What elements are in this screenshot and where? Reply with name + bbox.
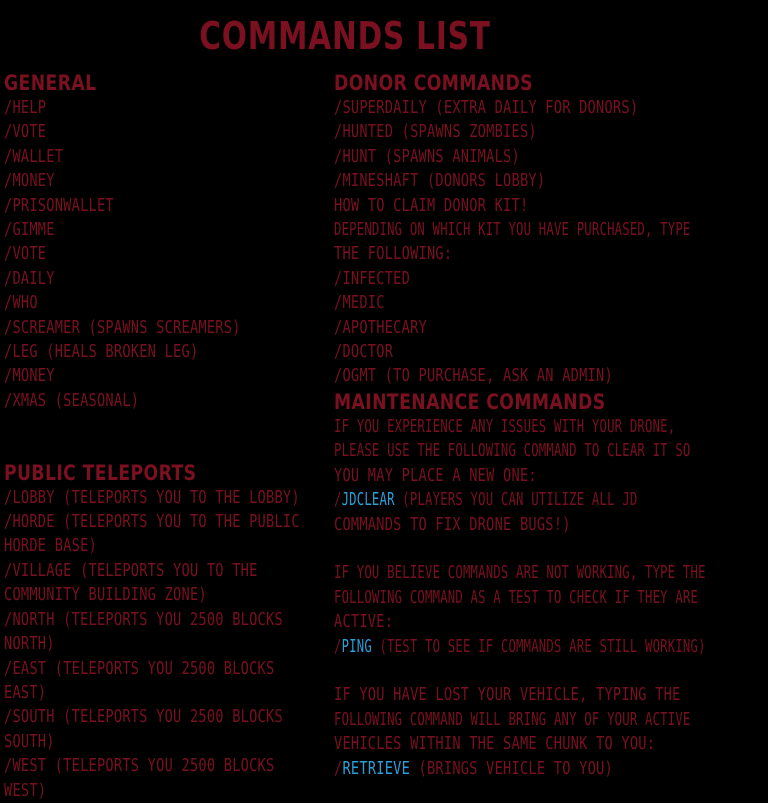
list-item: /DOCTOR bbox=[334, 342, 394, 363]
list-item: /HUNT (SPAWNS ANIMALS) bbox=[334, 146, 520, 167]
list-item: NORTH) bbox=[4, 634, 55, 655]
list-item: /XMAS (SEASONAL) bbox=[4, 390, 140, 411]
retrieve-command: RETRIEVE bbox=[342, 758, 411, 779]
maintenance-list bbox=[334, 415, 766, 781]
list-item: /HUNTED (SPAWNS ZOMBIES) bbox=[334, 122, 537, 143]
list-item: /INFECTED bbox=[334, 268, 411, 289]
list-item: THE FOLLOWING: bbox=[334, 244, 453, 265]
list-item: PLEASE USE THE FOLLOWING COMMAND TO CLEAR IT SO bbox=[334, 441, 691, 462]
list-item: /GIMME bbox=[4, 220, 55, 241]
list-item: /HELP bbox=[4, 98, 47, 118]
list-item: /EAST (TELEPORTS YOU 2500 BLOCKS bbox=[4, 658, 275, 679]
list-item: EAST) bbox=[4, 682, 47, 703]
general-heading: GENERAL bbox=[4, 71, 97, 95]
list-item: /PRISONWALLET bbox=[4, 195, 114, 216]
list-item: /MEDIC bbox=[334, 293, 385, 314]
right-column bbox=[334, 70, 766, 781]
general-list bbox=[4, 96, 329, 413]
list-item: /LOBBY (TELEPORTS YOU TO THE LOBBY) bbox=[4, 487, 300, 508]
page-title: COMMANDS LIST bbox=[199, 14, 491, 58]
list-item: /MONEY bbox=[4, 171, 55, 192]
list-item: /HORDE (TELEPORTS YOU TO THE PUBLIC bbox=[4, 512, 300, 533]
maintenance-heading: MAINTENANCE COMMANDS bbox=[334, 389, 606, 414]
ping-command-line: /PING (TEST TO SEE IF COMMANDS ARE STILL WORKING) bbox=[334, 636, 706, 657]
drone-command-line: /JDCLEAR (PLAYERS YOU CAN UTILIZE ALL JD bbox=[334, 490, 638, 511]
list-item: /NORTH (TELEPORTS YOU 2500 BLOCKS bbox=[4, 609, 283, 630]
list-item: FOLLOWING COMMAND AS A TEST TO CHECK IF THEY ARE bbox=[334, 587, 699, 608]
list-item: /WEST (TELEPORTS YOU 2500 BLOCKS bbox=[4, 756, 275, 777]
list-item: HOW TO CLAIM DONOR KIT! bbox=[334, 195, 529, 216]
list-item: COMMUNITY BUILDING ZONE) bbox=[4, 585, 207, 606]
teleports-list bbox=[4, 486, 329, 803]
list-item: IF YOU HAVE LOST YOUR VEHICLE, TYPING THE bbox=[334, 685, 681, 706]
list-item: WEST) bbox=[4, 780, 47, 801]
list-item: HORDE BASE) bbox=[4, 536, 97, 557]
list-item: /MINESHAFT (DONORS LOBBY) bbox=[334, 171, 546, 192]
retrieve-command-line: /RETRIEVE (BRINGS VEHICLE TO YOU) bbox=[334, 758, 613, 779]
list-item: SOUTH) bbox=[4, 731, 55, 752]
list-item: VEHICLES WITHIN THE SAME CHUNK TO YOU: bbox=[334, 734, 656, 755]
donor-heading: DONOR COMMANDS bbox=[334, 71, 533, 95]
list-item: /VILLAGE (TELEPORTS YOU TO THE bbox=[4, 560, 258, 581]
list-item: /SCREAMER (SPAWNS SCREAMERS) bbox=[4, 317, 241, 338]
list-item: /WHO bbox=[4, 293, 38, 314]
list-item: /VOTE bbox=[4, 122, 47, 143]
list-item: /SOUTH (TELEPORTS YOU 2500 BLOCKS bbox=[4, 707, 283, 728]
public-teleports-heading: PUBLIC TELEPORTS bbox=[4, 460, 197, 485]
list-item: FOLLOWING COMMAND WILL BRING ANY OF YOUR ACTIVE bbox=[334, 709, 691, 730]
list-item: IF YOU EXPERIENCE ANY ISSUES WITH YOUR DRONE, bbox=[334, 416, 676, 437]
donor-list bbox=[334, 96, 766, 389]
list-item: ACTIVE: bbox=[334, 612, 394, 633]
ping-command: PING bbox=[341, 636, 372, 657]
list-item: DEPENDING ON WHICH KIT YOU HAVE PURCHASED, TYPE bbox=[334, 220, 691, 241]
left-column bbox=[4, 70, 329, 803]
list-item: /DAILY bbox=[4, 268, 55, 289]
list-item: /MONEY bbox=[4, 366, 55, 387]
list-item: /LEG (HEALS BROKEN LEG) bbox=[4, 342, 199, 363]
list-item: /SUPERDAILY (EXTRA DAILY FOR DONORS) bbox=[334, 98, 639, 118]
list-item: /VOTE bbox=[4, 244, 47, 265]
list-item: /APOTHECARY bbox=[334, 317, 427, 338]
list-item: /WALLET bbox=[4, 146, 64, 167]
list-item: YOU MAY PLACE A NEW ONE: bbox=[334, 465, 537, 486]
list-item: /OGMT (TO PURCHASE, ASK AN ADMIN) bbox=[334, 366, 613, 387]
list-item: IF YOU BELIEVE COMMANDS ARE NOT WORKING, TYPE THE bbox=[334, 563, 706, 584]
jdclear-command: JDCLEAR bbox=[341, 490, 395, 511]
list-item: COMMANDS TO FIX DRONE BUGS!) bbox=[334, 514, 571, 535]
